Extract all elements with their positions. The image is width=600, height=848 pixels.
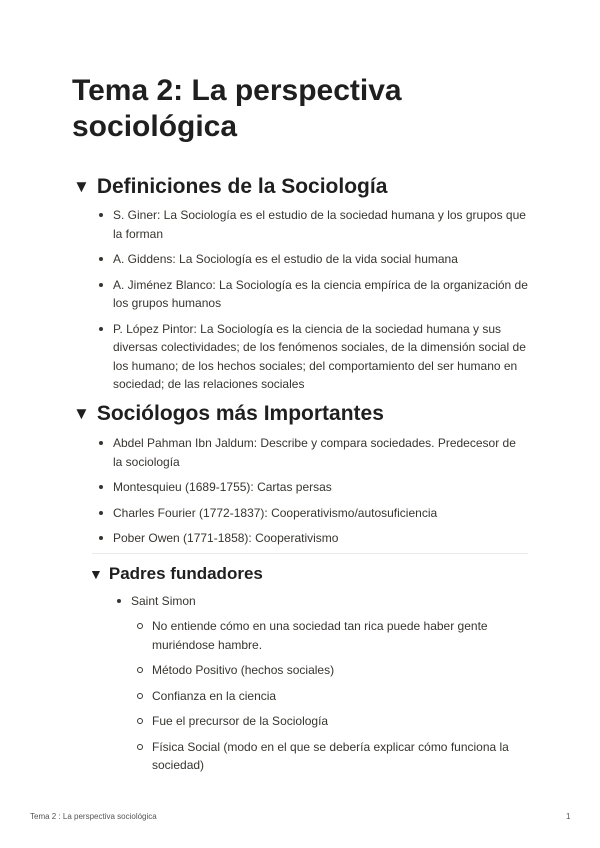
subsection-heading-padres[interactable] [89, 563, 263, 585]
toggle-triangle-icon[interactable]: ▼ [89, 566, 103, 582]
sublist-item: Fue el precursor de la Sociología [152, 712, 530, 731]
page-title: Tema 2: La perspectiva sociológica [72, 74, 402, 143]
section-heading-label: Sociólogos más Importantes [96, 402, 384, 425]
sublist-item: Física Social (modo en el que se debería explicar cómo funciona la sociedad) [152, 738, 530, 775]
list-item: A. Jiménez Blanco: La Sociología es la ciencia empírica de la organización de los grupos humanos [113, 276, 528, 313]
list-item: Charles Fourier (1772-1837): Cooperativismo/autosuficiencia [113, 504, 528, 523]
sublist-item: Método Positivo (hechos sociales) [152, 661, 530, 680]
sociologos-list [113, 434, 528, 548]
list-item: Pober Owen (1771-1858): Cooperativismo [113, 529, 528, 548]
section-heading-sociologos[interactable] [73, 401, 384, 427]
list-item: A. Giddens: La Sociología es el estudio de la vida social humana [113, 250, 528, 269]
list-item: Montesquieu (1689-1755): Cartas persas [113, 478, 528, 497]
list-item: Abdel Pahman Ibn Jaldum: Describe y compara sociedades. Predecesor de la sociología [113, 434, 528, 471]
list-item: P. López Pintor: La Sociología es la ciencia de la sociedad humana y sus diversas colectividades; de los fenómenos sociales, de la dimensión social de los humano; de los hechos sociales; del comportamiento del ser humano en sociedad; de las relaciones sociales [113, 320, 528, 394]
list-item-saint-simon: Saint Simon [131, 592, 531, 611]
definiciones-list [113, 206, 528, 394]
subsection-heading-label: Padres fundadores [108, 564, 263, 583]
footer-title: Tema 2 : La perspectiva sociológica [30, 812, 157, 821]
page-number: 1 [566, 812, 571, 821]
section-heading-label: Definiciones de la Sociología [96, 175, 388, 198]
toggle-triangle-icon[interactable]: ▼ [73, 177, 90, 196]
toggle-triangle-icon[interactable]: ▼ [73, 404, 90, 423]
sublist-item: Confianza en la ciencia [152, 687, 530, 706]
padres-list [131, 592, 531, 611]
sublist-item: No entiende cómo en una sociedad tan rica puede haber gente muriéndose hambre. [152, 617, 530, 654]
section-heading-definiciones[interactable] [73, 174, 387, 200]
list-item: S. Giner: La Sociología es el estudio de la sociedad humana y los grupos que la forman [113, 206, 528, 243]
divider [92, 553, 528, 554]
saint-simon-sublist [152, 617, 530, 775]
